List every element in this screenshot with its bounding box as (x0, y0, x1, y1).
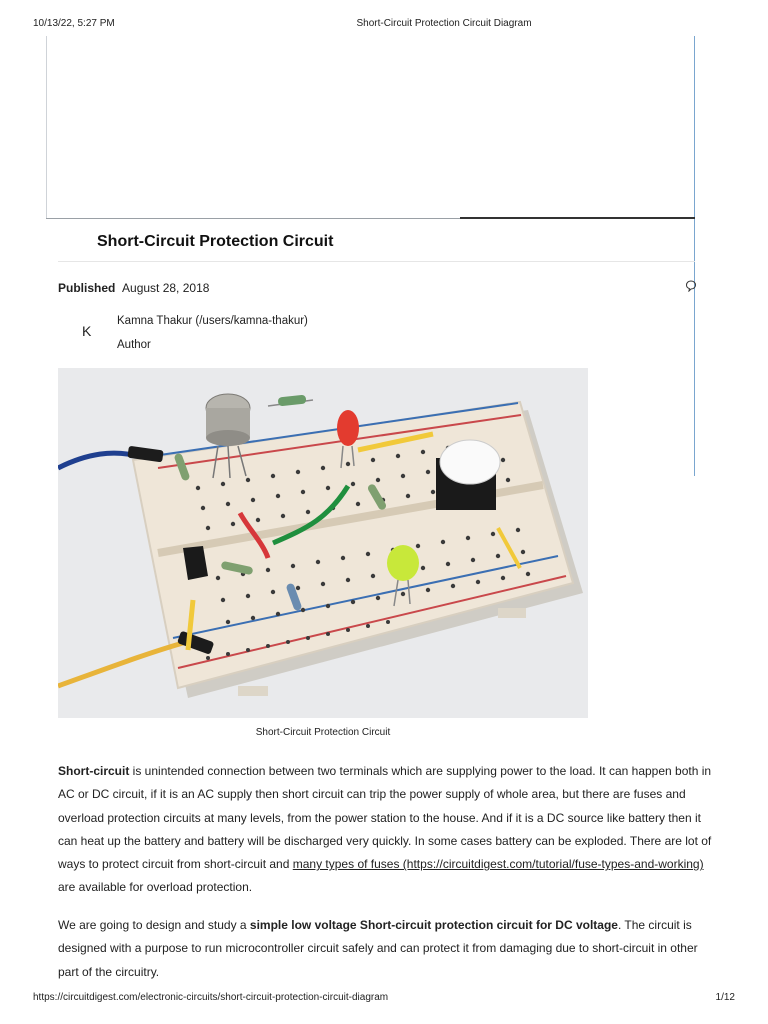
title-divider (58, 261, 695, 262)
embed-frame-right-border (694, 36, 695, 476)
paragraph-intro-end: are available for overload protection. (58, 880, 253, 895)
published-date: August 28, 2018 (122, 281, 210, 295)
author-name-link[interactable]: Kamna Thakur (/users/kamna-thakur) (117, 315, 308, 327)
paragraph-intro (58, 760, 713, 900)
image-caption: Short-Circuit Protection Circuit (255, 727, 391, 738)
print-page-number: 1/12 (715, 992, 735, 1003)
fuse-types-link[interactable]: many types of fuses (https://circuitdigest.com/tutorial/fuse-types-and-working) (292, 857, 704, 872)
print-doc-title: Short-Circuit Protection Circuit Diagram (356, 18, 532, 29)
published-label: Published (58, 281, 116, 295)
paragraph-design-end: . The circuit is designed with a purpose to run microcontroller circuit safely and can protect it from damaging due to short-circuit in other part of the circuitry. (58, 918, 698, 979)
print-url: https://circuitdigest.com/electronic-circuits/short-circuit-protection-circuit-diagram (33, 992, 389, 1003)
author-role: Author (117, 339, 151, 351)
embed-frame-bottom-accent (460, 217, 695, 219)
paragraph-design-bold: simple low voltage Short-circuit protection circuit for DC voltage (249, 918, 618, 932)
embed-frame-left-border (46, 36, 47, 219)
published-line (58, 281, 209, 295)
term-short-circuit: Short-circuit (58, 764, 130, 778)
article-title: Short-Circuit Protection Circuit (97, 233, 334, 250)
print-datetime: 10/13/22, 5:27 PM (33, 18, 115, 29)
comment-icon[interactable] (686, 280, 696, 295)
breadboard-photo (58, 368, 588, 718)
paragraph-design (58, 914, 713, 984)
author-avatar[interactable]: K (82, 323, 92, 339)
paragraph-intro-text: is unintended connection between two terminals which are supplying power to the load. It can happen both in AC or DC circuit, if it is an AC supply then short circuit can trip the power supply of whole area, but there are fuses and overload protection circuits at many levels, from the power station to the house. And if it is a DC source like battery then it can heat up the battery and battery will be discharged very quickly. In some cases battery can be exploded. There are lot of ways to protect circuit from short-circuit and (58, 764, 712, 872)
paragraph-design-text: We are going to design and study a (58, 918, 250, 932)
